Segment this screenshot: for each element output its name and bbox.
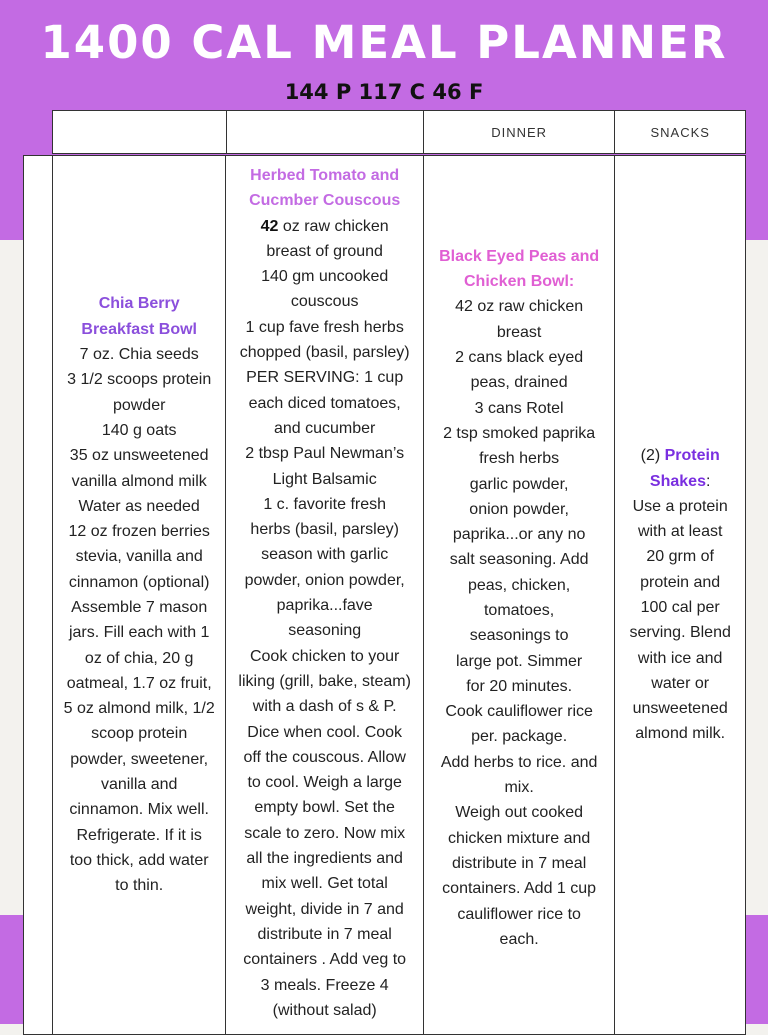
snack-line: Use a protein xyxy=(632,497,728,515)
dinner-line: salt seasoning. Add xyxy=(449,551,589,569)
dinner-line: cauliflower rice to xyxy=(457,905,581,923)
meal-table xyxy=(23,155,746,1035)
breakfast-line: powder, sweetener, xyxy=(70,750,209,768)
lunch-line: all the ingredients and xyxy=(246,850,403,868)
lunch-line: to cool. Weigh a large xyxy=(247,774,402,792)
dinner-line: 2 tsp smoked paprika xyxy=(443,424,596,442)
dinner-line: breast xyxy=(496,323,542,341)
lunch-first-line xyxy=(261,214,389,239)
dinner-line: distribute in 7 meal xyxy=(451,854,587,872)
lunch-line: 1 cup fave fresh herbs xyxy=(245,318,404,336)
snack-title-line xyxy=(641,443,720,468)
dinner-line: paprika...or any no xyxy=(452,526,586,544)
breakfast-line: scoop protein xyxy=(91,725,188,743)
lunch-line: 1 c. favorite fresh xyxy=(263,495,387,513)
dinner-line: peas, drained xyxy=(470,374,568,392)
breakfast-line: powder xyxy=(112,396,166,414)
dinner-line: Cook cauliflower rice xyxy=(445,703,593,721)
lunch-line: liking (grill, bake, steam) xyxy=(238,672,411,690)
lunch-line: breast of ground xyxy=(266,242,383,260)
lunch-line: Light Balsamic xyxy=(272,470,377,488)
dinner-line: chicken mixture and xyxy=(447,829,591,847)
lunch-line: 140 gm uncooked xyxy=(261,268,389,286)
page-title: 1400 CAL MEAL PLANNER xyxy=(40,16,728,69)
blank-column xyxy=(24,156,53,1034)
dinner-line: 3 cans Rotel xyxy=(474,399,564,417)
snack-title-line-2 xyxy=(650,469,711,494)
breakfast-line: Water as needed xyxy=(78,497,200,515)
lunch-line: couscous xyxy=(290,293,359,311)
dinner-line: each. xyxy=(499,930,539,948)
breakfast-cell xyxy=(53,156,227,1034)
lunch-line: PER SERVING: 1 cup xyxy=(246,369,404,387)
lunch-line: off the couscous. Allow xyxy=(243,748,406,766)
lunch-cell xyxy=(226,156,423,1034)
lunch-line: herbs (basil, parsley) xyxy=(250,521,399,539)
lunch-title-1: Herbed Tomato and xyxy=(250,167,400,184)
breakfast-line: cinnamon (optional) xyxy=(68,573,210,591)
snack-line: protein and xyxy=(640,573,721,591)
breakfast-line: stevia, vanilla and xyxy=(75,548,203,566)
snack-title-2: Shakes xyxy=(649,472,706,490)
lunch-line: seasoning xyxy=(288,622,362,640)
dinner-title-1: Black Eyed Peas and xyxy=(439,247,600,265)
dinner-instructions xyxy=(441,294,598,952)
snack-title: Protein xyxy=(664,447,720,465)
dinner-line: peas, chicken, xyxy=(467,576,571,594)
lunch-line: Cook chicken to your xyxy=(249,647,400,665)
lunch-line: empty bowl. Set the xyxy=(254,799,395,817)
snack-line: serving. Blend xyxy=(629,624,731,642)
snack-line: unsweetened xyxy=(632,700,728,718)
breakfast-line: 12 oz frozen berries xyxy=(68,523,210,541)
lunch-line: 3 meals. Freeze 4 xyxy=(260,976,389,994)
dinner-line: Weigh out cooked xyxy=(455,804,584,822)
breakfast-line: Assemble 7 mason xyxy=(71,599,208,616)
dinner-line: for 20 minutes. xyxy=(466,677,573,695)
macros-summary: 144 P 117 C 46 F xyxy=(284,80,484,104)
lunch-line: chopped (basil, parsley) xyxy=(239,344,410,362)
dinner-cell xyxy=(424,156,615,1034)
dinner-line: onion powder, xyxy=(469,500,569,518)
lunch-title-2: Cucmber Couscous xyxy=(249,192,401,210)
lunch-amount: 42 xyxy=(260,217,279,235)
breakfast-line: 3 1/2 scoops protein xyxy=(67,371,212,389)
header-breakfast xyxy=(53,111,227,153)
dinner-line: fresh herbs xyxy=(479,450,560,468)
header-dinner: DINNER xyxy=(424,111,615,153)
header-lunch xyxy=(227,111,424,153)
lunch-first-rest: oz raw chicken xyxy=(278,217,389,235)
snack-instructions xyxy=(629,494,730,747)
dinner-line: garlic powder, xyxy=(469,475,569,493)
breakfast-line: 7 oz. Chia seeds xyxy=(79,346,199,364)
breakfast-line: 35 oz unsweetened xyxy=(69,447,209,465)
breakfast-line: Refrigerate. If it is xyxy=(76,826,202,844)
table-header xyxy=(52,110,746,154)
dinner-line: tomatoes, xyxy=(483,602,555,619)
snack-line: 100 cal per xyxy=(640,599,720,616)
breakfast-line: oz of chia, 20 g xyxy=(84,649,194,667)
breakfast-line: cinnamon. Mix well. xyxy=(69,801,209,819)
snack-line: almond milk. xyxy=(635,725,726,743)
breakfast-line: to thin. xyxy=(115,877,164,895)
lunch-line: mix well. Get total xyxy=(261,875,388,893)
dinner-line: containers. Add 1 cup xyxy=(442,880,597,898)
breakfast-line: jars. Fill each with 1 xyxy=(68,624,210,642)
lunch-line: distribute in 7 meal xyxy=(257,925,392,943)
lunch-line: and cucumber xyxy=(273,419,376,437)
snacks-cell xyxy=(615,156,745,1034)
lunch-line: 2 tbsp Paul Newman’s xyxy=(245,445,405,463)
breakfast-line: vanilla and xyxy=(100,776,178,794)
header-snacks: SNACKS xyxy=(650,124,710,140)
lunch-line: containers . Add veg to xyxy=(243,951,407,969)
lunch-line: paprika...fave xyxy=(276,597,373,615)
lunch-line: with a dash of s & P. xyxy=(252,698,397,716)
dinner-line: 42 oz raw chicken xyxy=(455,298,584,316)
breakfast-instructions xyxy=(64,342,215,899)
dinner-line: per. package. xyxy=(471,728,568,746)
lunch-line: (without salad) xyxy=(272,1001,377,1019)
snack-line: with ice and xyxy=(637,649,723,667)
breakfast-title-1: Chia Berry xyxy=(98,295,180,313)
snack-line: 20 grm of xyxy=(646,548,714,566)
breakfast-line: vanilla almond milk xyxy=(71,472,207,490)
lunch-line: scale to zero. Now mix xyxy=(244,824,406,842)
breakfast-line: 140 g oats xyxy=(101,421,177,439)
breakfast-line: 5 oz almond milk, 1/2 xyxy=(63,700,215,718)
lunch-instructions xyxy=(238,239,411,1023)
lunch-line: each diced tomatoes, xyxy=(248,394,401,412)
snack-line: with at least xyxy=(637,523,723,541)
lunch-line: season with garlic xyxy=(261,546,389,564)
breakfast-line: oatmeal, 1.7 oz fruit, xyxy=(66,674,212,692)
dinner-line: seasonings to xyxy=(469,627,569,645)
breakfast-title-2: Breakfast Bowl xyxy=(81,320,197,338)
dinner-line: 2 cans black eyed xyxy=(455,349,584,367)
snack-colon: : xyxy=(705,472,711,490)
dinner-title-2: Chicken Bowl: xyxy=(464,273,575,291)
lunch-line: Dice when cool. Cook xyxy=(247,723,403,741)
lunch-line: weight, divide in 7 and xyxy=(245,900,404,918)
dinner-line: large pot. Simmer xyxy=(455,652,583,670)
dinner-line: mix. xyxy=(504,779,534,797)
dinner-line: Add herbs to rice. and xyxy=(440,753,598,771)
breakfast-line: too thick, add water xyxy=(69,851,209,869)
snack-count: (2) xyxy=(640,447,665,465)
snack-line: water or xyxy=(651,674,710,692)
lunch-line: powder, onion powder, xyxy=(244,571,405,589)
